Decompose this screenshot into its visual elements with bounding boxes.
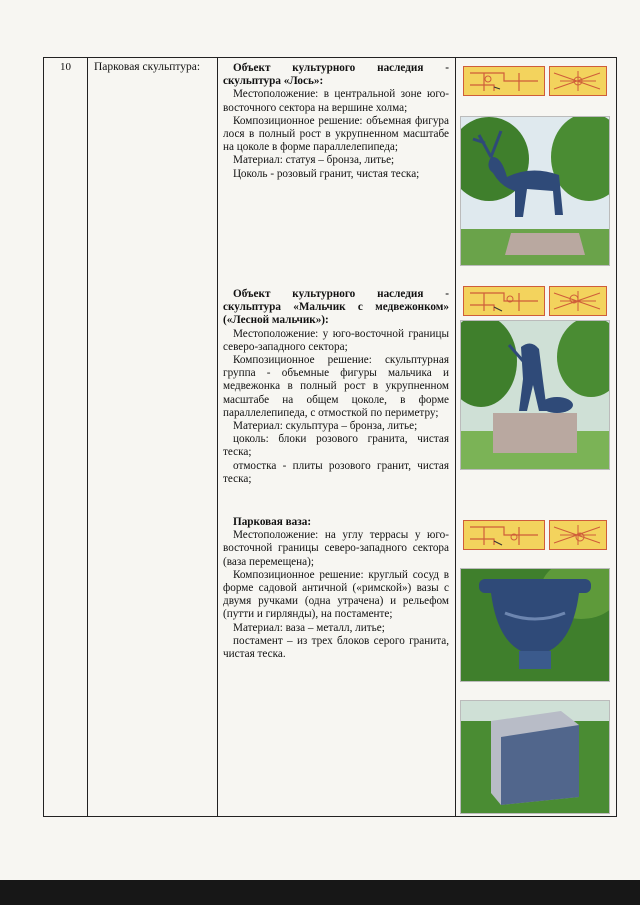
object-material: Материал: ваза – металл, литье; — [233, 621, 385, 634]
vase-pedestal-photo — [460, 700, 610, 814]
site-plan-map — [549, 520, 607, 550]
object-plinth: цоколь: блоки розового гранита, чистая теска; — [223, 433, 449, 459]
object-elk — [223, 62, 449, 181]
object-material: Материал: скульптура – бронза, литье; — [233, 420, 418, 433]
object-title: Объект культурного наследия - скульптура «Мальчик с медвежонком» («Лесной мальчик»): — [223, 288, 449, 327]
site-plan-map — [463, 286, 545, 316]
object-composition: Композиционное решение: объемная фигура лося в полный рост в укрупненном масштабе на цоколе в форме параллелепипеда; — [223, 114, 449, 154]
object-park-vase — [223, 516, 449, 661]
scan-edge — [0, 880, 640, 905]
object-title: Объект культурного наследия - скульптура «Лось»: — [223, 62, 449, 88]
object-composition: Композиционное решение: круглый сосуд в форме садовой античной («римской») вазы с двумя ручками (одна утрачена) и рельефом (путти и гирлянды), на постаменте; — [223, 568, 449, 621]
site-plan-map — [549, 66, 607, 96]
description-cell — [218, 58, 456, 817]
site-plan-map — [463, 66, 545, 96]
boy-with-bear-sculpture-photo — [460, 320, 610, 470]
images-cell — [456, 58, 617, 817]
object-boy-with-bear — [223, 288, 449, 486]
object-plinth: Цоколь - розовый гранит, чистая теска; — [233, 167, 420, 180]
object-location: Местоположение: на углу террасы у юго-восточной границы северо-западного сектора (ваза перемещена); — [223, 529, 449, 568]
row-number: 10 — [44, 58, 88, 817]
park-vase-photo — [460, 568, 610, 682]
site-plan-map — [463, 520, 545, 550]
elk-sculpture-photo — [460, 116, 610, 266]
table-row — [44, 58, 617, 817]
row-category: Парковая скульптура: — [88, 58, 218, 817]
object-location: Местоположение: у юго-восточной границы северо-западного сектора; — [223, 327, 449, 353]
object-title: Парковая ваза: — [233, 516, 312, 528]
object-composition: Композиционное решение: скульптурная группа - объемные фигуры мальчика и медвежонка в полный рост в укрупненном масштабе на общем цоколе, в форме параллелепипеда, с отмосткой по периметру; — [223, 354, 449, 419]
object-material: Материал: статуя – бронза, литье; — [233, 154, 395, 167]
object-location: Местоположение: в центральной зоне юго-восточного сектора на вершине холма; — [223, 88, 449, 114]
object-pedestal: постамент – из трех блоков серого гранита, чистая теска. — [223, 634, 449, 661]
heritage-register-table — [43, 57, 617, 817]
site-plan-map — [549, 286, 607, 316]
object-paving: отмостка - плиты розового гранит, чистая теска; — [223, 459, 449, 485]
